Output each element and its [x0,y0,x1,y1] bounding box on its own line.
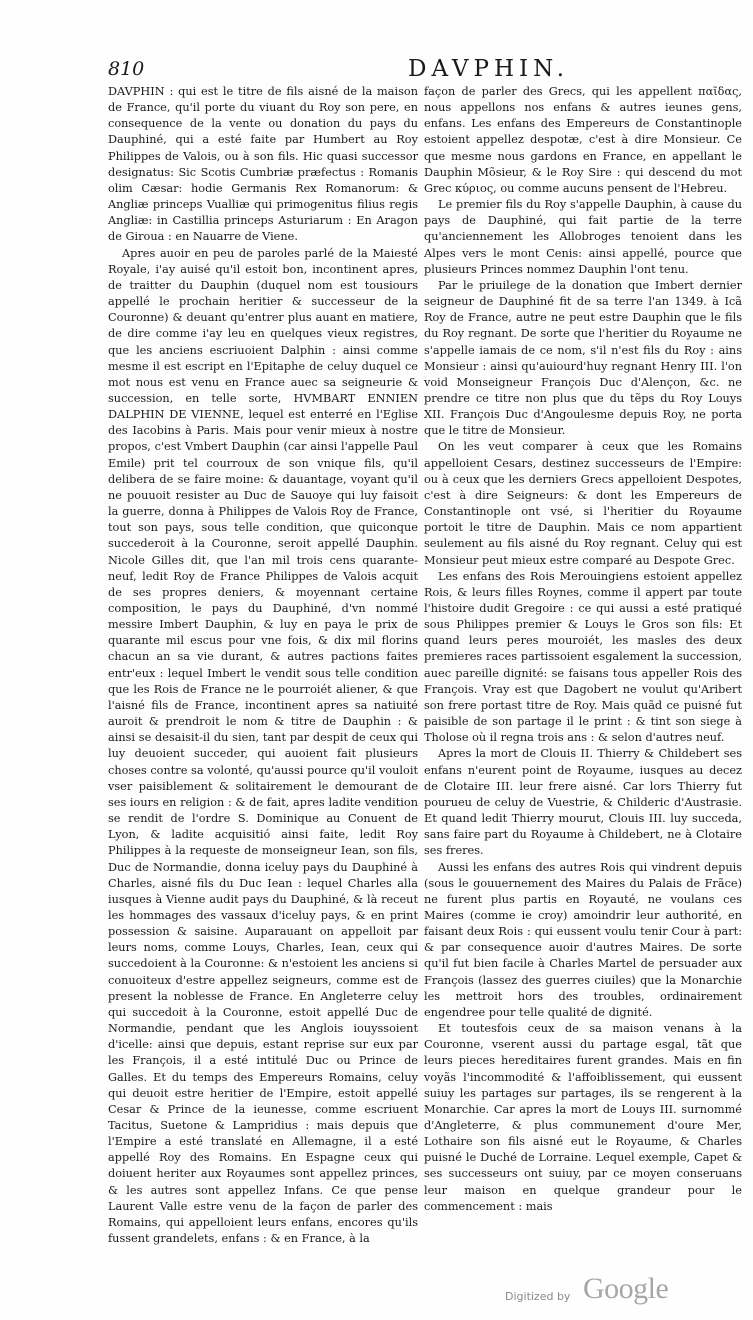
paragraph: Apres la mort de Clouis II. Thierry & Childebert ses enfans n'eurent point de Royaume, iusques au decez de Clotaire III. leur frere aisné. Car lors Thierry fut pourueu de celuy de Vuestrie, & Childeric d'Austrasie. Et quand ledit Thierry mourut, Clouis III. luy succeda, sans faire part du Royaume à Childebert, ne à Clotaire ses freres. [424,747,742,858]
paragraph: Par le priuilege de la donation que Imbert dernier seigneur de Dauphiné fit de sa terre l'an 1349. à Icã Roy de France, autre ne peut estre Dauphin que le fils du Roy regnant. De sorte que l'heritier du Royaume ne s'appelle iamais de ce nom, s'il n'est fils du Roy : ains Monsieur : ainsi qu'auiourd'huy regnant Henry III. l'on void Monseigneur François Duc d'Alençon, &c. ne prendre ce titre non plus que du tẽps du Roy Louys XII. François Duc d'Angoulesme depuis Roy, ne porta que le titre de Monsieur. [424,278,742,438]
running-title: DAVPHIN. [408,56,570,82]
paragraph: Aussi les enfans des autres Rois qui vindrent depuis (sous le gouuernement des Maires du Palais de Frãce) ne furent plus partis en Royauté, ne voulans ces Maires (comme ie croy) amoindrir leur authorité, en faisant deux Rois : qui eussent voulu tenir Cour à part: & par consequence auoir d'autres Maires. De sorte qu'il fut bien facile à Charles Martel de persuader aux François (lassez des guerres ciuiles) que la Monarchie les mettroit hors des troubles, ordinairement engendree pour telle qualité de dignité. [424,860,742,1019]
paragraph: Le premier fils du Roy s'appelle Dauphin, à cause du pays de Dauphiné, qui fait partie de la terre qu'anciennement les Allobroges tenoient dans les Alpes vers le mont Cenis: ainsi appellé, pource que plusieurs Princes nommez Dauphin l'ont tenu. [424,198,742,276]
paragraph: DAVPHIN : qui est le titre de fils aisné de la maison de France, qu'il porte du viuant du Roy son pere, en consequence de la vente ou donation du pays du Dauphiné, qui a esté faite par Humbert au Roy Philippes de Valois, ou à son fils. Hic quasi successor designatus: Sic Scotis Cumbriæ præfectus : Romanis olim Cæsar: hodie Germanis Rex Romanorum: & Angliæ princeps Vualliæ qui primogenitus filius regis Angliæ: in Castillia princeps Asturiarum : En Aragon de Giroua : en Nauarre de Viene. [108,85,418,244]
paragraph: Apres auoir en peu de paroles parlé de la Maiesté Royale, i'ay auisé qu'il estoit bon, incontinent apres, de traitter du Dauphin (duquel nom est tousiours appellé le prochain heritier & successeur de la Couronne) & deuant qu'entrer plus auant en matiere, de dire comme i'ay leu en quelques vieux registres, que les anciens escriuoient Dalphin : ainsi comme mesme il est escript en l'Epitaphe de celuy duquel ce mot nous est venu en France auec sa seigneurie & succession, en telle sorte, HVMBART ENNIEN DALPHIN DE VIENNE, lequel est enterré en l'Eglise des Iacobins à Paris. Mais pour venir mieux à nostre propos, c'est Vmbert Dauphin (car ainsi l'appelle Paul Emile) prit tel courroux de son vnique fils, qu'il delibera de se faire moine: & dauantage, voyant qu'il ne pouuoit resister au Duc de Sauoye qui luy faisoit la guerre, donna à Philippes de Valois Roy de France, tout son pays, sous telle condition, que quiconque succederoit à la Couronne, seroit appellé Dauphin. Nicole Gilles dit, que l'an mil trois cens quarante-neuf, ledit Roy de France Philippes de Valois acquit de ses propres deniers, & moyennant certaine composition, le pays du Dauphiné, d'vn nommé messire Imbert Dauphin, & luy en paya le prix de quarante mil escus pour vne fois, & dix mil florins chacun an sa vie durant, & autres pactions faites entr'eux : lequel Imbert le vendit sous telle condition que les Rois de France ne le pourroiét aliener, & que l'aisné fils de France, incontinent apres sa natiuité auroit & prendroit le nom & titre de Dauphin : & ainsi se desaisit-il du sien, tant par despit de ceux qui luy deuoient succeder, qui auoient fait plusieurs choses contre sa volonté, qu'aussi pource qu'il vouloit vser paisiblement & solitairement le demourant de ses iours en religion : & de fait, apres ladite vendition se rendit de l'ordre S. Dominique au Conuent de Lyon, & ladite acquisitió ainsi faite, ledit Roy Philippes à la requeste de monseigneur Iean, son fils, Duc de Normandie, donna iceluy pays du Dauphiné à Charles, aisné fils du Duc Iean : lequel Charles alla iusques à Vienne audit pays du Dauphiné, & là receut les hommages des vassaux d'iceluy pays, & en print possession & saisine. Auparauant on appelloit par leurs noms, comme Louys, Charles, Iean, ceux qui succedoient à la Couronne: & n'estoient les anciens si conuoiteux d'estre appellez seigneurs, comme est de present la noblesse de France. En Angleterre celuy qui succedoit à la Couronne, estoit appellé Duc de Normandie, pendant que les Anglois iouyssoient d'icelle: ainsi que depuis, estant reprise sur eux par les François, il a esté intitulé Duc ou Prince de Galles. Et du temps des Empereurs Romains, celuy qui deuoit estre heritier de l'Empire, estoit appellé Cesar & Prince de la ieunesse, comme escriuent Tacitus, Suetone & Lampridius : mais depuis que l'Empire a esté translaté en Allemagne, il a esté appellé Roy des Romains. En Espagne ceux qui doiuent heriter aux Royaumes sont appellez princes, & les autres sont appellez Infans. Ce que pense Laurent Valle estre venu de la façon de parler des Romains, qui appelloient leurs enfans, encores qu'ils fussent grandelets, enfans : & en France, à la [108,246,418,1246]
digitization-watermark [505,1272,715,1312]
paragraph: Et toutesfois ceux de sa maison venans à la Couronne, vserent aussi du partage esgal, tãt que leurs pieces hereditaires furent grandes. Mais en fin voyãs l'incommodité & l'affoiblissement, qui eussent suiuy les partages sur partages, ils se rengerent à la Monarchie. Car apres la mort de Louys III. surnommé d'Angleterre, & plus communement d'oure Mer, Lothaire son fils aisné eut le Royaume, & Charles puisné le Duché de Lorraine. Lequel exemple, Capet & ses successeurs ont suiuy, par ce moyen conseruans leur maison en quelque grandeur pour le commencement : mais [424,1022,742,1213]
paragraph: On les veut comparer à ceux que les Romains appelloient Cesars, destinez successeurs de l'Empire: ou à ceux que les derniers Grecs appelloient Despotes, c'est à dire Seigneurs: & dont les Empereurs de Constantinople ont vsé, si l'heritier du Royaume portoit le titre de Dauphin. Mais ce nom appartient seulement au fils aisné du Roy regnant. Celuy qui est Monsieur peut mieux estre comparé au Despote Grec. [424,440,742,567]
right-column [424,84,742,1213]
page-header [108,58,743,86]
digitized-by-label: Digitized by [505,1290,571,1303]
google-logo: Google [583,1272,669,1305]
paragraph: façon de parler des Grecs, qui les appellent παῖδας, nous appellons nos enfans & autres ieunes gens, enfans. Les enfans des Empereurs de Constantinople estoient appellez despotæ, c'est à dire Monsieur. Ce que mesme nous gardons en France, en appellant le Dauphin Mõsieur, & le Roy Sire : qui descend du mot Grec κύριος, ou comme aucuns pensent de l'Hebreu. [424,85,742,195]
paragraph: Les enfans des Rois Merouingiens estoient appellez Rois, & leurs filles Roynes, comme il appert par toute l'histoire dudit Gregoire : ce qui aussi a esté pratiqué sous Philippes premier & Louys le Gros son fils: Et quand leurs peres mouroiét, les masles des deux premieres races partissoient esgalement la succession, auec pareille dignité: se faisans tous appeller Rois des François. Vray est que Dagobert ne voulut qu'Aribert son frere portast titre de Roy. Mais quãd ce puisné fut paisible de son partage il le print : & tint son siege à Tholose où il regna trois ans : & selon d'autres neuf. [424,569,742,745]
left-column [108,84,418,1246]
page-number: 810 [108,58,145,80]
